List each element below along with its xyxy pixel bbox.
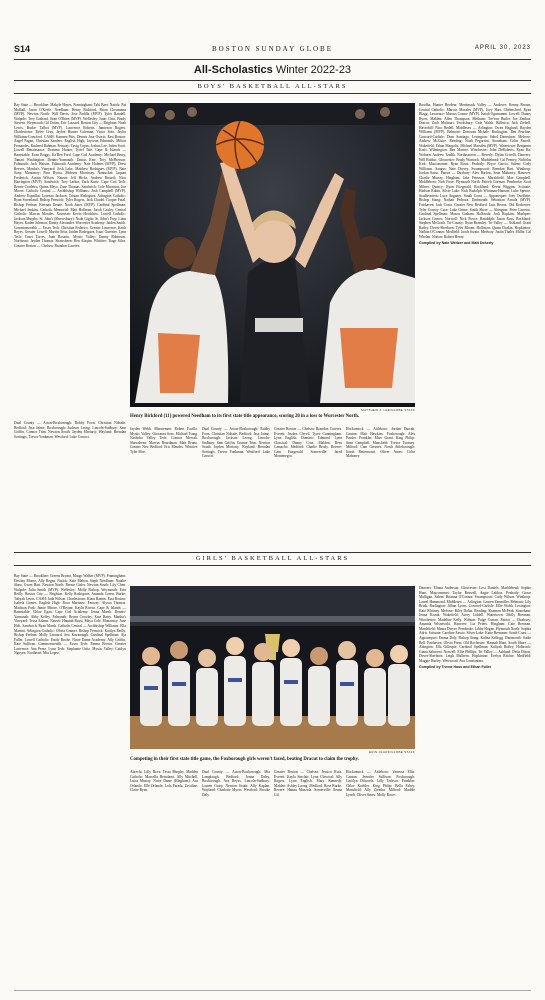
girls-photo-credit: ERIN CLARK/GLOBE STAFF — [369, 750, 415, 754]
boys-roster-column-left — [14, 103, 126, 419]
girls-photo-caption: Competing in their first state title game, the Foxborough girls weren't fazed, beating Dracut to claim the trophy. — [130, 757, 359, 762]
masthead — [14, 44, 531, 58]
masthead-rule — [14, 59, 531, 60]
girls-kicker-rule — [14, 565, 531, 566]
section-title-main: All-Scholastics — [193, 64, 273, 76]
girls-section-kicker: GIRLS' BASKETBALL ALL-STARS — [195, 555, 350, 562]
girls-roster-right-text: Danvers: Eliana Anderson. Gloucester: Lexi Daniels. Marblehead: Sophie Hunt. Masconomet: Taylor Bruwell, Angie Lalikos. Peabody: Grace Mulligan. Salem: Brianna O'Connor. Swampscott: Carly Wilson. Winthrop: Laurel Hammond. Middlesex — Arlington: Lauren Zanmiller. Belmont: Lily Brink. Burlington: Jillian Lyons. Concord-Carlisle: Ellie Walsh. Lexington: Kate Whitney. Melrose: Riley Dolan. Reading: Shannon McPeak. Stoneham: Jenna Kozak. Wakefield: Avery Liddell. Watertown: Molly Brennan. Winchester: Madeline Kelly. Woburn: Paige Curran. Patriot — Duxbury: Amanda Wisnewski. Hanover: Lia Peters. Hingham: Cate Brennan. Marshfield: Maura Dwyer. Pembroke: Libby Hogan. Plymouth North: Sophia Adris. Scituate: Caroline Fassio. Silver Lake: Katie Bremmer. South Coast — Apponequet: Emma Daly. Bishop Stang: Kalina Kellogg. Dartmouth: Sadie Bell. Fairhaven: Olivia Prem. Old Rochester: Hannah Hunt. South Shore — Abington: Ella Gillespie. Cardinal Spellman: Kaliyah Ridley. Holbrook: Giana Sabaceni. Norwell: Ellie Phillips. Tri-Valley — Ashland: Delia Dixon. Dover-Sherborn: Leigh Mulhern. Hopkinton: Evelyn Ritchie. Medfield: Maggie Hurley. Westwood: Ava Constantino. — [419, 586, 531, 663]
boys-roster-left-cont-text: Dual County — Acton-Boxborough: Robby Foon, Christian Ndisale. Bedford: Jasa Jaime. Boxborough: Jackson Leong. Lincoln-Sudbury: Sam Griffin, Connor Trim. Newton South: Jayden Moriarty. Wayland: Brendan Sortiagis, Trevor Yonkman. Westford: Luke Carucci. — [14, 421, 126, 439]
boys-roster-column-left-cont — [14, 421, 126, 493]
boys-compiled-by: Compiled by Nate Weitzer and Matt Doherty — [419, 241, 494, 246]
boys-photo-caption: Henry Bickford (11) powered Needham to its first state title appearance, scoring 20 in a loss to Worcester North. — [130, 414, 360, 419]
girls-caption-column-1: Abrecht, Lilly Bova. Tessa Murphy. Madden Catholic: Marcella Bertolami. Ally Mitchell, Luisa Murray. Notre Dame (Hingham): Ava Orlando. Elle Orlando. Lola Parada. Ursuline: Claire Ryan. — [130, 770, 198, 793]
section-title-sub: Winter 2022-23 — [275, 64, 352, 76]
girls-photo-illustration — [130, 586, 415, 749]
girls-compiled-by: Compiled by Trevor Hass and Ethan Fuller — [419, 665, 492, 670]
girls-roster-column-right — [419, 586, 531, 986]
boys-roster-column-right — [419, 103, 531, 493]
boys-kicker-rule — [14, 93, 531, 94]
girls-roster-column-left — [14, 574, 126, 986]
girls-top-rule — [14, 552, 531, 553]
boys-caption-column-3: Greater Boston — Chelsea: Brandon Caceres. Everett: Jayden Clervil, Tyree Cunningham. Lynn English: Dominic Edmond. Lynn Classical: Danny Cruz. Malden: Bens Camacho. Medford: Charlie Brody. Revere: Cam Fitzgerald. Somerville: Jared Montenegro. — [274, 427, 342, 459]
page-number: S14 — [14, 44, 31, 54]
boys-photo-illustration — [130, 103, 415, 407]
newspaper-name: BOSTON SUNDAY GLOBE — [212, 45, 333, 53]
boys-caption-column-4: Hockomock — Attleboro: Jordan Durrah. Canton: Matt Hawkins. Foxborough: Alex Fassler. Franklin: Marc Grant. King Philip: Sean Campbell. Mansfield: Trevor Toomey. Milford: Cam Greaves. North Attleborough: Jonah Bettencourt. Oliver Ames: Colin Mahoney. — [346, 427, 415, 459]
girls-caption-column-2: Dual County — Acton-Boxborough: Mia Lamplough. Bedford: Jenna Daley. Boxborough: Ava Reyes. Lincoln-Sudbury: Lauren Guiry. Newton South: Ally Kaplan. Wayland: Charlotte Myers. Westford: Brooke Daly. — [202, 770, 270, 797]
girls-caption-column-4: Hockomock — Attleboro: Vanessa Ellis. Canton: Jennifer Sullivan. Foxborough: Carolyn Dilworth, Lilly Tedesco. Franklin: Chloe Koehler. King Philip: Bella Fahey. Mansfield: Ally Ziemba. Milford: Maddie Lynch. Oliver Ames: Molly Rowe. — [346, 770, 415, 797]
issue-date: APRIL 30, 2023 — [474, 45, 531, 51]
girls-basketball-photo — [130, 586, 415, 749]
boys-caption-column-2: Dual County — Acton-Boxborough: Robby Foon, Christian Ndisale. Bedford: Jasa Jaime. Boxborough: Jackson Leong. Lincoln-Sudbury: Sam Griffin, Connor Trim. Newton South: Jayden Moriarty. Wayland: Brendan Sortiagis, Trevor Yonkman. Westford: Luke Carucci. — [202, 427, 270, 459]
page-bottom-rule — [14, 990, 531, 991]
boys-basketball-photo — [130, 103, 415, 407]
girls-caption-column-3: Greater Boston — Chelsea: Jessica Ruiz. Everett: Kayla Sinclair. Lynn Classical: Ally Rogers. Lynn English: Mary Kennedy. Malden: Ashley Luong. Medford: Rose Burke. Revere: Hanna Mazzola. Somerville: Ileana Gil. — [274, 770, 342, 797]
boys-roster-left-text: Bay State — Brookline: Makyle Hayes, Framingham: Tahi Baer. Natick: Pat Mulhall, Jason O'Keefe. Needham: Henry Bickford, Brian Clossmann (MVP). Newton North: Will Davis, Jose Padilla (MVP). Tyler Randall. Walpole: Trey Gothard, Sean O'Brien (MVP). Wellesley: Isaac Chiu, Brady Stevens. Weymouth: Gil Dolan, Eric Lussard. Boston City — Brighton: Noah Lewis. Burke: Talbot (MVP). Lawrence Roberts. Jamieson Rogers. Charlestown: Rylee Gray, Jaylen Hunter Coleman, Victor Soto, Jaylin Williams-Crawford. CASH: Kamren Pitts, Dennis Jose Osorio. East Boston: Angel Pagan, Christian Sanders. English High: Jayceon Edmonds, Milton Fernandes. Rasheed Rahman. Fenway: Tavig Copes, Joshua Lee, Jaden Scott. Lowell Renaissance: Dominic Hunter, Tyriel Tate. Cape & Islands — Barnstable: Evan Briggs, Ka'Ben Ford. Cape Cod Academy: Michael Berry, Tamari Washington. Dennis-Yarmouth: Darius Kerr, Troy McPherson. Falmouth: Jack Watson. Falmouth Academy: Nate Holmes (MVP). Drew Reeves. Martha's Vineyard: Josh Lake, Matthew Rodrigues (MVP). Nate Sony. Monomoy: Finn Hyora, Mohsen Morrissey. Nantucket: Jaquan Frederick, Austin Wilson. Nauset: Jeff Hicks, Andrew Berardi, Nico Harrington (MVP). Sandwich: Trey Larkin, Zach Kurtz. Cape Cod Tech: Bernie Cordeiro, Quinn Mayo, Zane Thomas. Sandwich: Cole Morrison, Jon Moore. Catholic Central — Archbishop Williams: Josh Campbell (MVP). Andrew Espaillat, Lorenzo Jackson, Tristan Rodriguez. Arlington Catholic: Ryan Sweetland, Bishop Fenwick: Tyler Rogers, Jack Chadel. Cooper Fatal. Bishop Feehan: Kiernan Deane, Noah Jones (MVP). Cardinal Spellman: Michael Jenkins. Catholic Memorial: Matt Halloran, Jacob Cauley. Central Catholic: Marcus Morales. Xaverian: Kevin Hotchkiss. Lowell Catholic: Jackson Murphy. St. John's (Shrewsbury): Noah Giglio. St. John's Prep: Liam Hayes, Kaden Johnson, Danny Alexander. Worcester Academy: Jaiden Smith. Commonwealth — Essex Tech: Christian Federico. Greater Lawrence: Keith Reyes. Greater Lowell: Martin Ortiz, Jaiden Rodriguez, Isaac Guerrier. Lynn Tech: Tonei Torres, Juan Rosario. Mystic Valley: Danny Robinson. Northeast: Jayden Thomas. Shawsheen: Ben Alaqim. Whittier: Tiago Silva. Greater Boston — Chelsea: Brandon Caceres. — [14, 103, 126, 248]
boys-roster-right-text: Boudha, Hunter Brodeur. Merrimack Valley — Andover: Kenny Brown, Central Catholic: Marcus Morales (MVP), Joey Hart. Chelmsford: Ryan Blagg. Lawrence: Marcus Cosme (MVP). Isaiah Ogunsanmi. Lowell: Danny Byers. Malden: Allen Thompson. Methuen: Tre'von Butler, Joe Zenkus. Dracut: Zach Molinari. Tewksbury: Cole Walsh. Billerica: Jack Ziebell. Haverhill: Nico Bedell. Middlesex — Arlington: Owen Haglund, Rayden Williams (MVP). Belmont: Donovan Mchale. Burlington: Ben Pearline. Concord-Carlisle: Dom Santiago. Lexington: Sahel Daneshvar. Melrose: Andrew McGuire. Reading: Noah Pegorrini. Stoneham: Colin Farrell. Wakefield: Ethan Margolis, Michael Marsden (MVP). Watertown: Benjamin Kraft. Wilmington: Ben Marino. Winchester: John DeRoberts, Ryan Ha. Woburn: Andrew Tzadik. Northeastern — Beverly: Dylan Crivelli. Danvers: Will Bolduc. Gloucester: Brady Warnock. Marblehead: Cal Feeney, Nicholas Kirk. Masconomet: Ryan Rossi. Peabody: Bryce Garcia. Salem: Cody Williams. Saugus: Nate Dorsey. Swampscott: Brendan Hart. Winthrop: Jordan Sasso. Patriot — Duxbury: Alex Barlow, Sean Mahoney. Hanover: Charlie Murray. Hingham: Jake Peterson. Marshfield: Max Campbell. Middleboro: Nick Fiore. Plymouth North: Patrick Gorman. Pembroke: Scott Milner. Quincy: Ryan Fitzgerald. Rockland: Kevin Wiggins. Scituate: Hudson Rubin. Silver Lake: Nick Rudolph. Whitman-Hanson: Luke Spence. Southeastern: Luca Anganes. South Coast — Apponequet: Joey Ouellette. Bishop Stang: Nathan Pedroza. Dartmouth: Sebastian Arruda (MVP). Fairhaven: Jack Costa. Greater New Bedford: Luis Rivera. Old Rochester: Tyler Conroy. Case: Luke Grime. South Shore — Abington: Peter Carreiro. Cardinal Spellman: Mason Graham. Holbrook: Josh Hopkins. Mashpee: Jackson Graves. Norwell: Nick Pierce. Randolph: Jason Ross. Rockland: Stephen McGrath. Tri-County: Ryan Bramley. Tri-Valley — Ashland: Grant Bailey. Dover-Sherborn: Tyler Bloom. Holliston: Quinn Durkin. Hopkinton: Nathan O'Connor. Medfield: Jacob Swain. Medway: Justin Thaler. Millis: Cal Whelan. Norton: Robert Henry. — [419, 103, 531, 239]
boys-photo-credit: MATTHEW J. LEE/GLOBE STAFF — [361, 408, 415, 412]
girls-roster-left-text: Bay State — Brookline: Greens Bryant, Margo Walker (MVP). Framingham: Destiny Moore, Ally Regan. Natick: Kate Mahon. Steph Needham: Natalie Shaw, Gwen Hart. Newton North: Bernie Gisler. Newton South: Lily Chen. Walpole: Julia Smith (MVP). Wellesley: Molly Bishop. Weymouth: Erin Reilly. Boston City — Brighton: Kelly Rodriguez, Amanda Green. Burke: Taliyah Lewis. CASH: Jada Wilson. Charlestown: Kiara Ramos. East Boston: Isabela Gomes. English High: Rosa Martinez. Fenway: Alyssa Thomas. Madison Park: Jamie Moore. O'Bryant: Kayla Rivera. Cape & Islands — Barnstable: Chloe Egan. Cape Cod Academy: Jenna Marsh. Dennis-Yarmouth: Abby Kelley. Falmouth: Brynn Crowley, Kate Barry. Martha's Vineyard: Tessa Adams. Nauset: Hannah Rossi, Maya Cole. Monomoy: Jane Holt. Sandwich: Ryan Marsh. Catholic Central — Archbishop Williams: Ella Martini. Arlington Catholic: Olivia Cramer. Bishop Fenwick: Kaitlyn Reilly. Bishop Feehan: Molly Leonard, Jess Kavanaugh. Cardinal Spellman: Aja Fuller. Lowell Catholic: Emily Roche. Notre Dame Academy: Ally Griffin, Kate Sullivan. Commonwealth — Essex Tech: Emma Brown. Greater Lawrence: Ana Perez. Lynn Tech: Stephanie Ortiz. Mystic Valley: Caitlyn Nguyen. Northeast: Mia Lopez. — [14, 574, 126, 656]
boys-section-kicker: BOYS' BASKETBALL ALL-STARS — [197, 83, 348, 90]
boys-top-rule — [14, 80, 531, 81]
boys-caption-column-1: Jayden Webb. Minutemen: Robert Fucillo. Mystic Valley: Giovanni Soto, Michael Tsang. Nashoba Valley Tech: Connor Mercali. Shawsheen: Marcus Boardman, Matt Bruno. Greater New Bedford: Eric Mendes. Whittier: Tyler Moe. — [130, 427, 198, 454]
section-title — [0, 64, 545, 76]
